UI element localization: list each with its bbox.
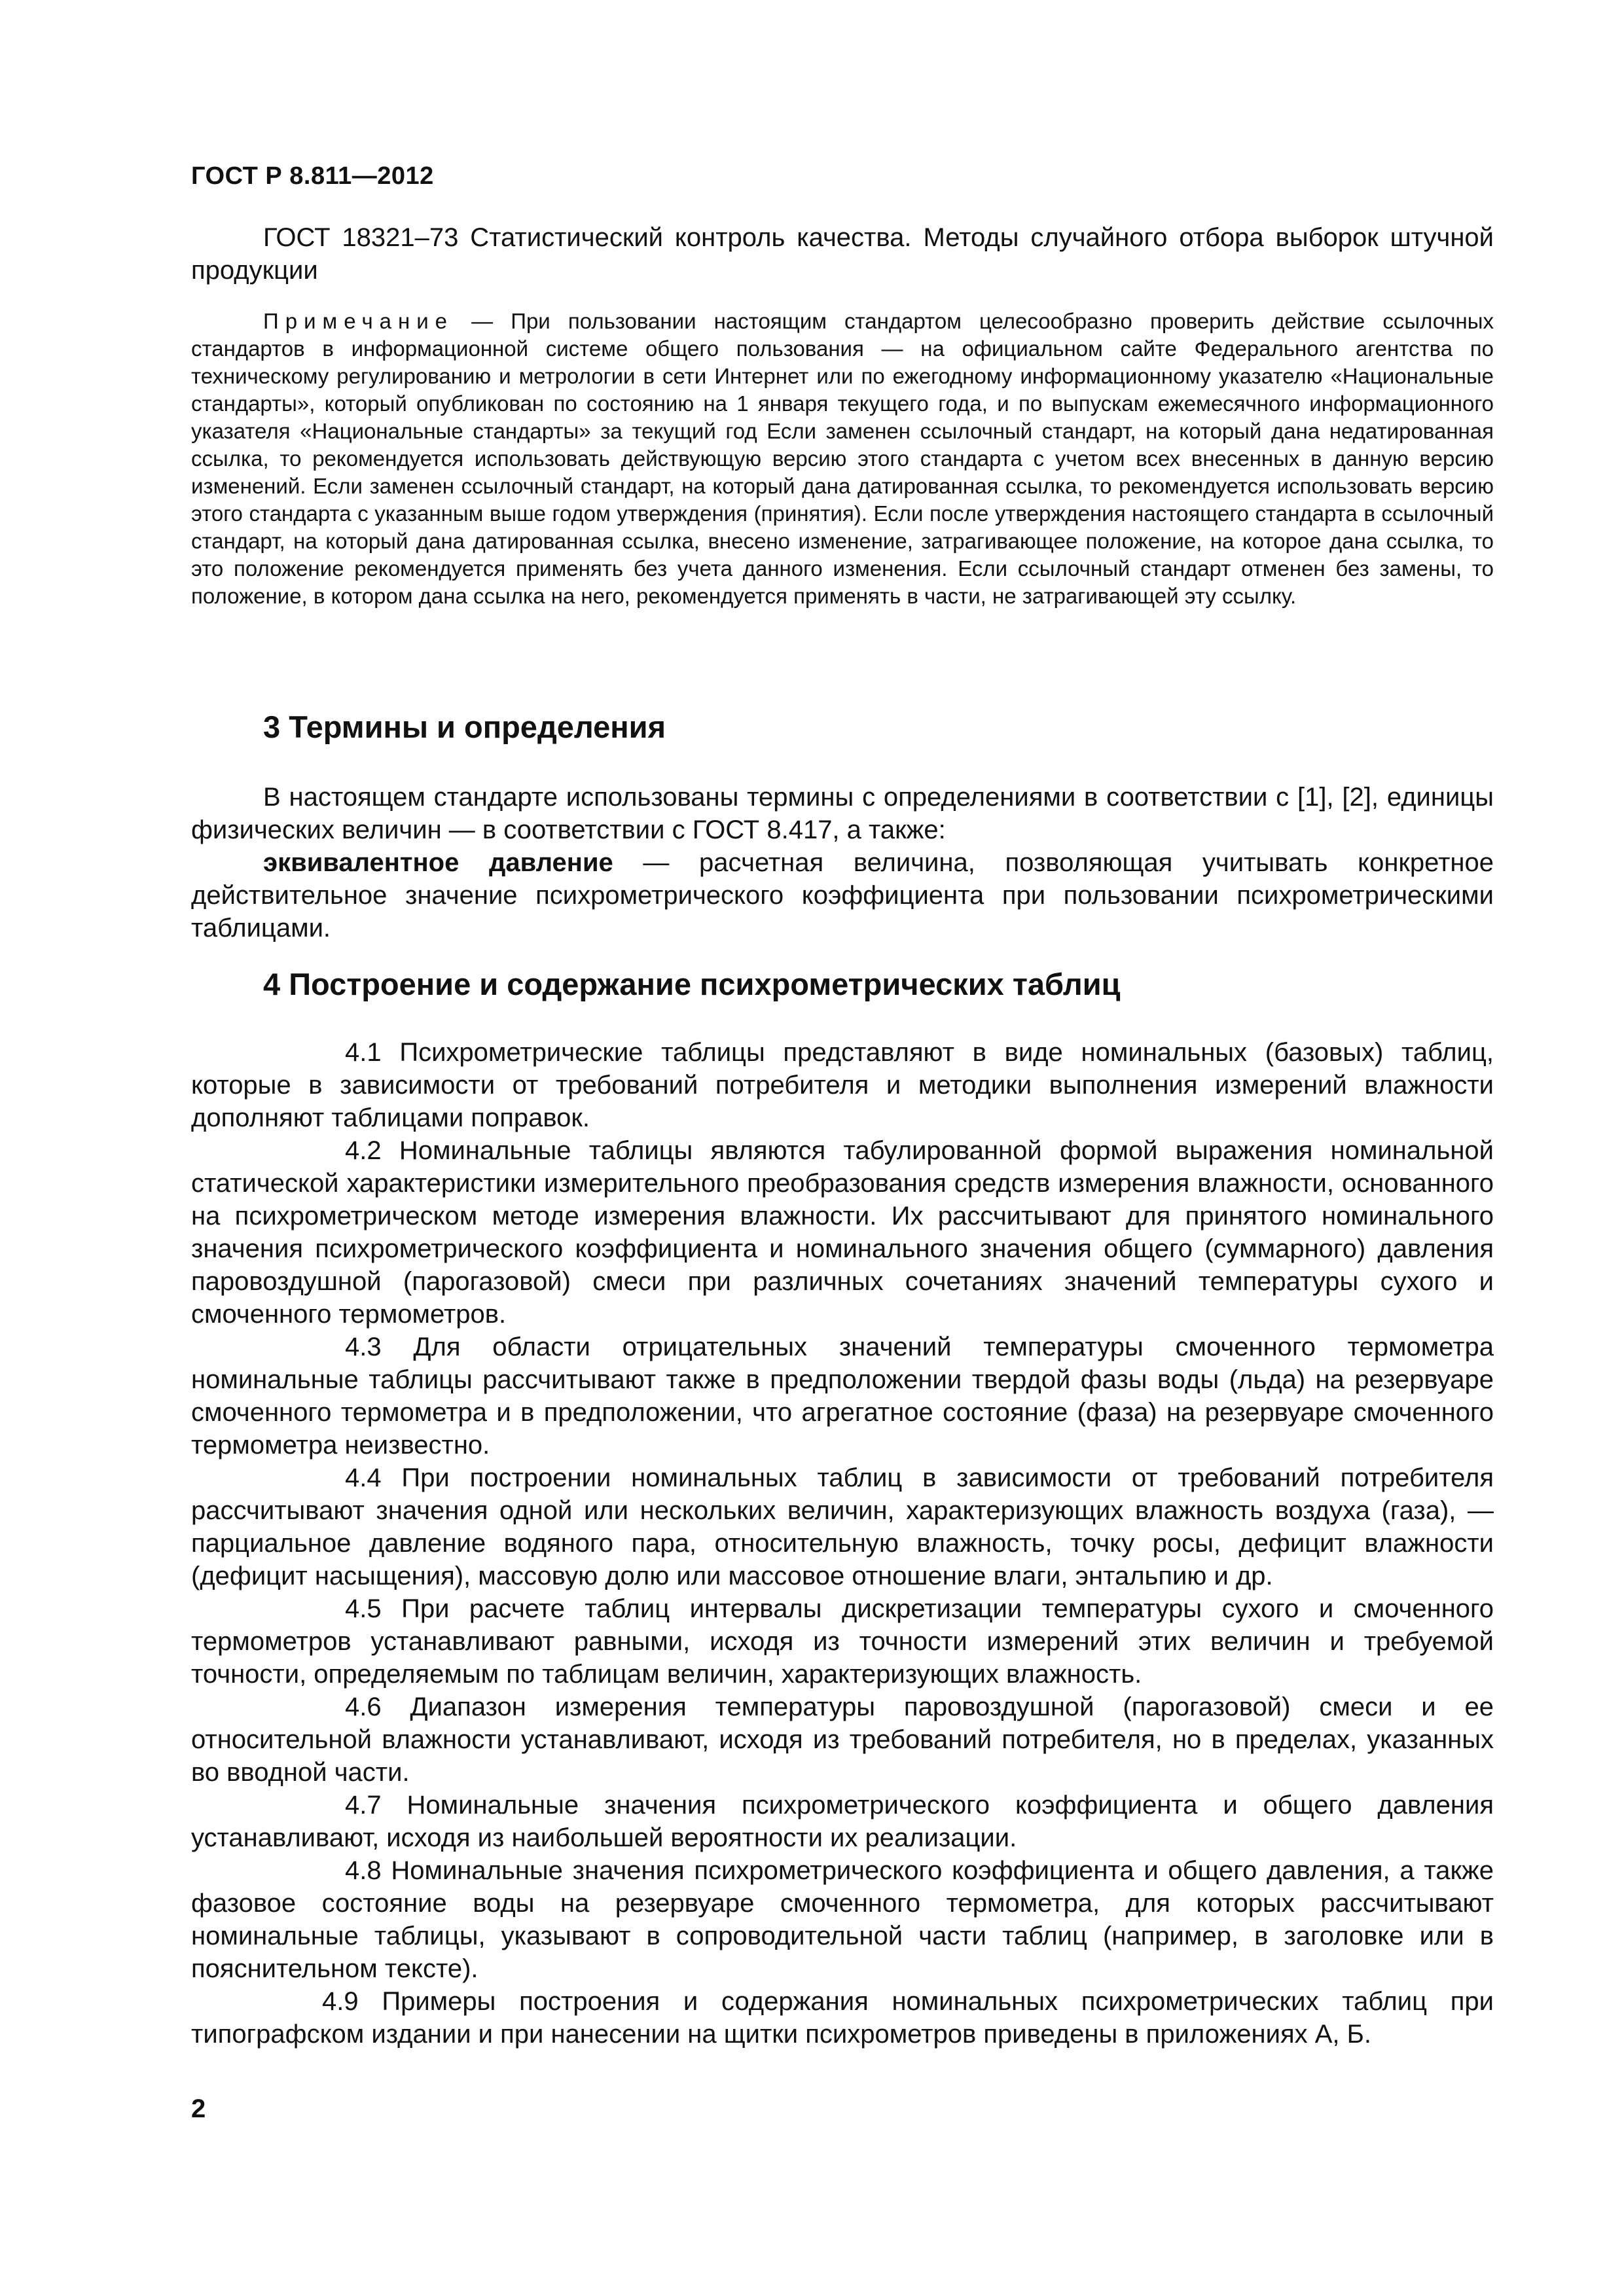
note-dash: —	[454, 309, 511, 333]
reference-gost-18321	[191, 221, 1494, 287]
note-block	[191, 308, 1494, 610]
reference-text: ГОСТ 18321–73 Статистический контроль качества. Методы случайного отбора выборок штучной продукции	[191, 223, 1494, 285]
note-label: Примечание	[263, 309, 454, 333]
page-content	[191, 162, 1494, 2178]
paragraph-4-9: 4.9 Примеры построения и содержания номинальных психрометрических таблиц при типографском издании и при нанесении на щитки психрометров приведены в приложениях А, Б.	[191, 1987, 1494, 2049]
paragraph-4-7: 4.7 Номинальные значения психрометрического коэффициента и общего давления устанавливают, исходя из наибольшей вероятности их реализации.	[191, 1791, 1494, 1852]
section-3-title: 3 Термины и определения	[263, 709, 666, 744]
note-text: При пользовании настоящим стандартом целесообразно проверить действие ссылочных стандартов в информационной системе общего пользования — на официальном сайте Федерального агентства по техническому регулированию и метрологии в сети Интернет или по ежегодному информационному указателю «Национальные стандарты», который опубликован по состоянию на 1 января текущего года, и по выпускам ежемесячного информационного указателя «Национальные стандарты» за текущий год Если заменен ссылочный стандарт, на который дана недатированная ссылка, то рекомендуется использовать действующую версию этого стандарта с учетом всех внесенных в данную версию изменений. Если заменен ссылочный стандарт, на который дана датированная ссылка, то рекомендуется использовать версию этого стандарта с указанным выше годом утверждения (принятия). Если после утверждения настоящего стандарта в ссылочный стандарт, на который дана датированная ссылка, внесено изменение, затрагивающее положение, на которое дана ссылка, то это положение рекомендуется применять без учета данного изменения. Если ссылочный стандарт отменен без замены, то положение, в котором дана ссылка на него, рекомендуется применять в части, не затрагивающей эту ссылку.	[191, 309, 1494, 608]
term-definition-text: — расчетная величина, позволяющая учитывать конкретное действительное значение психрометрического коэффициента при пользовании психрометрическими таблицами.	[191, 848, 1494, 942]
paragraph-4-4: 4.4 При построении номинальных таблиц в зависимости от требований потребителя рассчитывают значения одной или нескольких величин, характеризующих влажность воздуха (газа), — парциальное давление водяного пара, относительную влажность, точку росы, дефицит влажности (дефицит насыщения), массовую долю или массовое отношение влаги, энтальпию и др.	[191, 1463, 1494, 1590]
section-3-intro: В настоящем стандарте использованы термины с определениями в соответствии с [1], [2], единицы физических величин — в соответствии с ГОСТ 8.417, а также:	[191, 783, 1494, 844]
section-4-title: 4 Построение и содержание психрометрических таблиц	[263, 967, 1121, 1001]
paragraph-4-8: 4.8 Номинальные значения психрометрического коэффициента и общего давления, а также фазовое состояние воды на резервуаре смоченного термометра, для которых рассчитывают номинальные таблицы, указывают в сопроводительной части таблиц (например, в заголовке или в пояснительном тексте).	[191, 1856, 1494, 1983]
note-paragraph	[191, 308, 1494, 610]
page-number: 2	[191, 2094, 206, 2123]
paragraph-4-6: 4.6 Диапазон измерения температуры паровоздушной (парогазовой) смеси и ее относительной влажности устанавливают, исходя из требований потребителя, но в пределах, указанных во вводной части.	[191, 1693, 1494, 1787]
term-name: эквивалентное давление	[263, 848, 613, 877]
paragraph-4-1: 4.1 Психрометрические таблицы представляют в виде номинальных (базовых) таблиц, которые в зависимости от требований потребителя и методики выполнения измерений влажности дополняют таблицами поправок.	[191, 1038, 1494, 1132]
section-3-body	[191, 781, 1494, 944]
term-definition	[191, 846, 1494, 944]
paragraph-4-3: 4.3 Для области отрицательных значений температуры смоченного термометра номинальные таблицы рассчитывают также в предположении твердой фазы воды (льда) на резервуаре смоченного термометра и в предположении, что агрегатное состояние (фаза) на резервуаре смоченного термометра неизвестно.	[191, 1333, 1494, 1460]
document-header: ГОСТ Р 8.811—2012	[191, 162, 434, 190]
section-4-body	[191, 1036, 1494, 2051]
paragraph-4-2: 4.2 Номинальные таблицы являются табулированной формой выражения номинальной статической характеристики измерительного преобразования средств измерения влажности, основанного на психрометрическом методе измерения влажности. Их рассчитывают для принятого номинального значения психрометрического коэффициента и номинального значения общего (суммарного) давления паровоздушной (парогазовой) смеси при различных сочетаниях значений температуры сухого и смоченного термометров.	[191, 1136, 1494, 1329]
paragraph-4-5: 4.5 При расчете таблиц интервалы дискретизации температуры сухого и смоченного термометров устанавливают равными, исходя из точности измерений этих величин и требуемой точности, определяемым по таблицам величин, характеризующих влажность.	[191, 1594, 1494, 1689]
